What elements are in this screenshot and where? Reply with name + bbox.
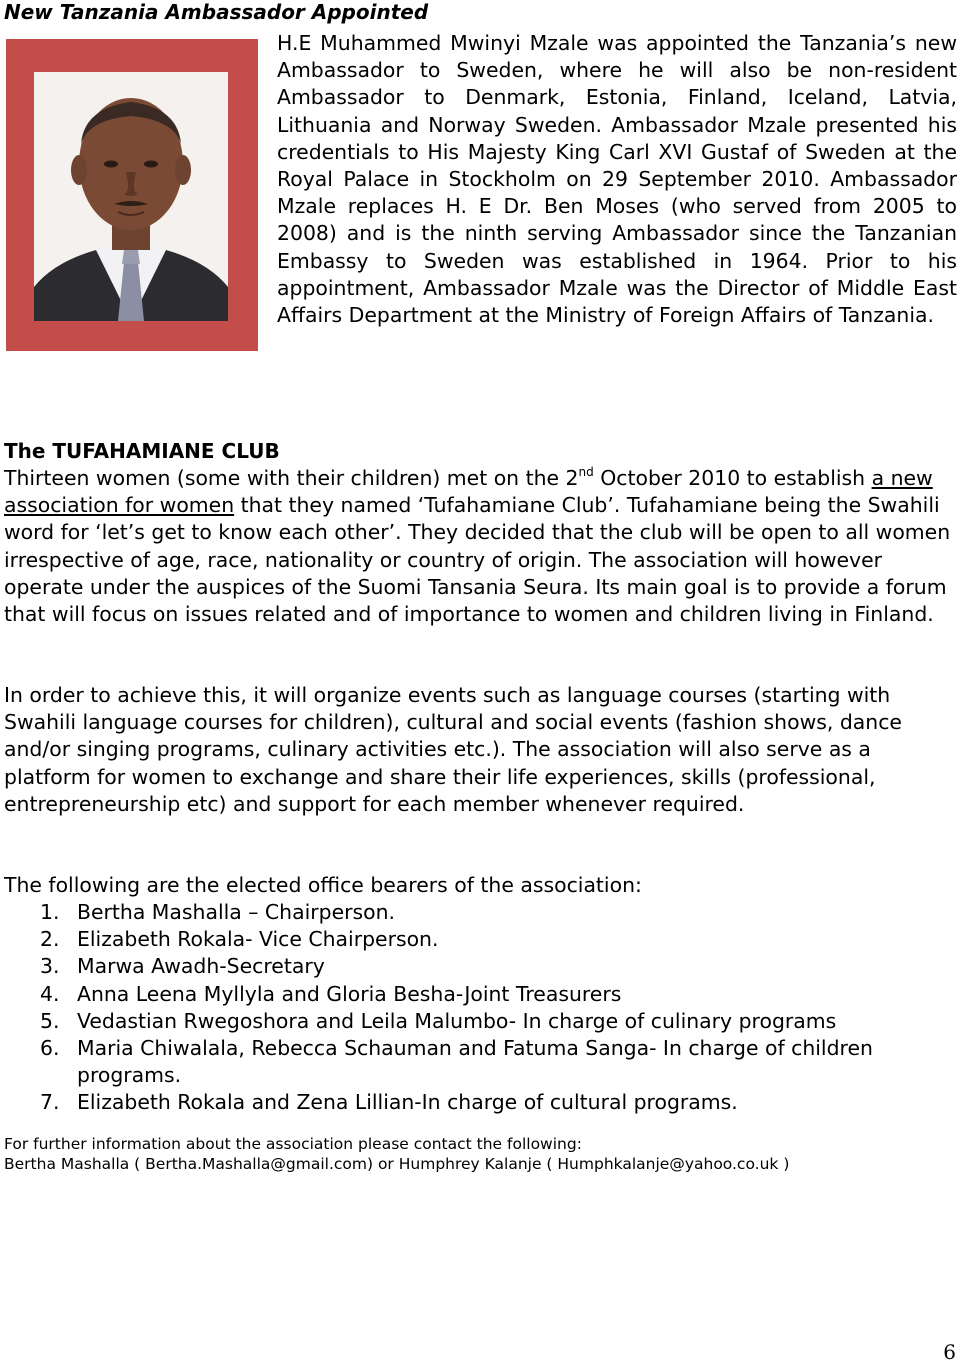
office-bearers-list xyxy=(4,899,956,1117)
list-item xyxy=(4,899,956,926)
text-fragment: Thirteen women (some with their children) met on the 2 xyxy=(4,466,579,490)
list-item-text: Anna Leena Myllyla and Gloria Besha-Joint Treasurers xyxy=(77,981,622,1006)
list-item xyxy=(4,953,956,980)
list-item-text: Bertha Mashalla – Chairperson. xyxy=(77,900,396,924)
contact-intro: For further information about the association please contact the following: xyxy=(4,1135,582,1153)
list-number: 2. xyxy=(40,927,60,952)
list-number: 6. xyxy=(40,1036,60,1061)
list-number: 1. xyxy=(40,900,60,924)
article-title-ambassador: New Tanzania Ambassador Appointed xyxy=(4,0,429,24)
list-number: 7. xyxy=(40,1090,60,1115)
list-item-text: Elizabeth Rokala- Vice Chairperson. xyxy=(77,927,439,952)
list-item-text: Marwa Awadh-Secretary xyxy=(77,954,325,979)
list-item xyxy=(4,1008,956,1035)
contact-details: Bertha Mashalla ( Bertha.Mashalla@gmail.com) or Humphrey Kalanje ( Humphkalanje@yahoo.co.uk ) xyxy=(4,1155,790,1173)
page-number: 6 xyxy=(943,1340,956,1364)
list-item-text: Maria Chiwalala, Rebecca Schauman and Fatuma Sanga- In charge of children programs. xyxy=(77,1036,873,1088)
list-item xyxy=(4,926,956,953)
article-title-tufahamiane: The TUFAHAMIANE CLUB xyxy=(4,439,280,463)
ordinal-suffix: nd xyxy=(578,465,594,479)
underlined-phrase: a new association for women xyxy=(4,466,933,518)
text-fragment: that they named ‘Tufahamiane Club’. Tufahamiane being the Swahili word for ‘let’s get to know each other’. They decided that the club will be open to all women irrespective of age, race, nationality or country of origin. The association will however operate under the auspices of the Suomi Tansania Seura. Its main goal is to provide a forum that will focus on issues related and of importance to women and children living in Finland. xyxy=(4,493,951,627)
paragraph-club-events: In order to achieve this, it will organize events such as language courses (starting with Swahili language courses for children), cultural and social events (fashion shows, dance and/or singing programs, culinary activities etc.). The association will also serve as a platform for women to exchange and share their life experiences, skills (professional, entrepreneurship etc) and support for each member whenever required. xyxy=(4,683,902,816)
paragraph-club-intro xyxy=(4,465,956,628)
text-fragment: October 2010 to establish xyxy=(593,466,872,490)
ambassador-photo xyxy=(34,72,228,321)
list-item xyxy=(4,1035,956,1089)
ambassador-photo-frame xyxy=(6,39,258,351)
list-item-text: Elizabeth Rokala and Zena Lillian-In charge of cultural programs. xyxy=(77,1090,738,1115)
list-number: 5. xyxy=(40,1008,60,1033)
paragraph-office-bearers-intro: The following are the elected office bearers of the association: xyxy=(4,873,642,897)
list-number: 3. xyxy=(40,954,60,979)
list-item xyxy=(4,981,956,1008)
list-item xyxy=(4,1089,956,1116)
list-item-text: Vedastian Rwegoshora and Leila Malumbo- In charge of culinary programs xyxy=(77,1008,837,1033)
list-number: 4. xyxy=(40,981,60,1006)
article-body-ambassador: H.E Muhammed Mwinyi Mzale was appointed the Tanzania’s new Ambassador to Sweden, where he will also be non-resident Ambassador to Denmark, Estonia, Finland, Iceland, Latvia, Lithuania and Norway Sweden. Ambassador Mzale presented his credentials to His Majesty King Carl XVI Gustaf of Sweden at the Royal Palace in Stockholm on 29 September 2010. Ambassador Mzale replaces H. E Dr. Ben Moses (who served from 2005 to 2008) and is the ninth serving Ambassador since the Tanzanian Embassy to Sweden was established in 1964. Prior to his appointment, Ambassador Mzale was the Director of Middle East Affairs Department at the Ministry of Foreign Affairs of Tanzania. xyxy=(277,31,957,328)
